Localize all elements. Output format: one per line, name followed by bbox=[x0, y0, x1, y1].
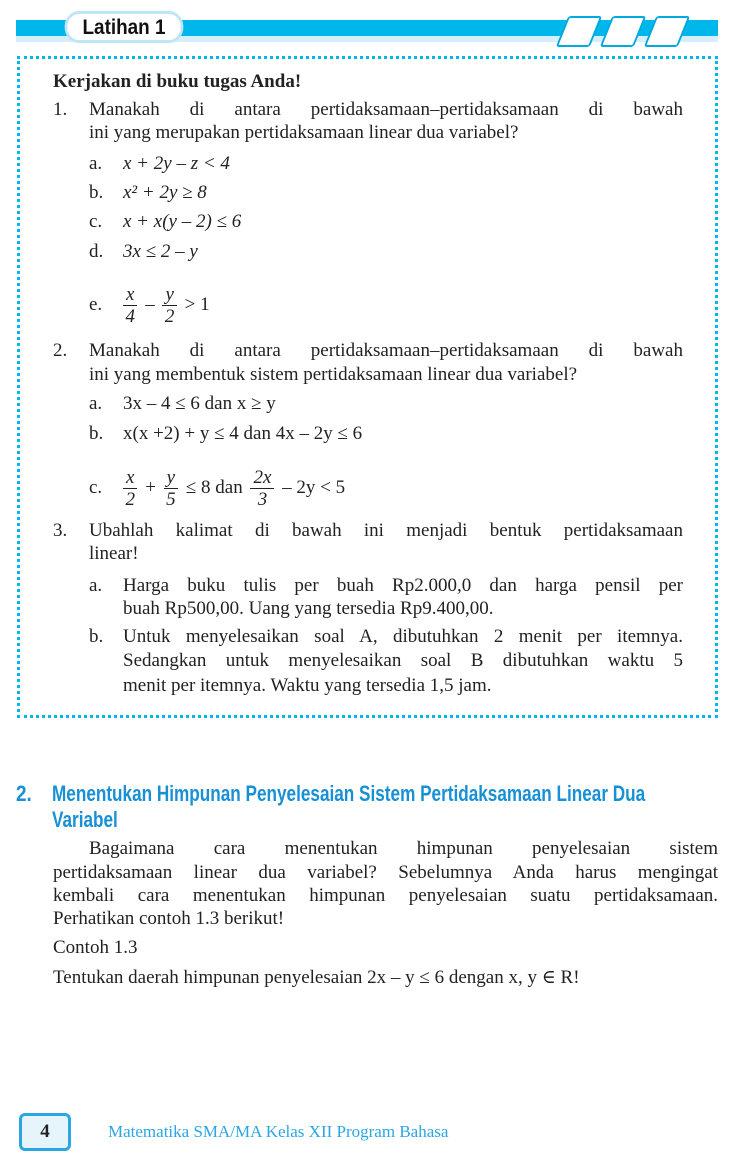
denominator: 2 bbox=[125, 489, 135, 511]
denominator: 5 bbox=[166, 489, 176, 511]
expression-rest: – 2y < 5 bbox=[282, 477, 346, 498]
fraction bbox=[162, 284, 176, 327]
question-text: ini yang membentuk sistem pertidaksamaan linear dua variabel? bbox=[89, 364, 578, 385]
option-text: Sedangkan untuk menyelesaikan soal B dibutuhkan waktu 5 bbox=[123, 650, 683, 671]
body-text: Perhatikan contoh 1.3 berikut! bbox=[53, 908, 285, 929]
denominator: 2 bbox=[164, 306, 175, 328]
example-text: Tentukan daerah himpunan penyelesaian 2x – y ≤ 6 dengan x, y ∈ R! bbox=[53, 967, 580, 988]
section-title: Variabel bbox=[52, 807, 118, 832]
example-label: Contoh 1.3 bbox=[53, 937, 138, 958]
option-label: b. bbox=[89, 626, 104, 647]
option-label: a. bbox=[89, 393, 103, 414]
option-label: e. bbox=[89, 294, 103, 315]
question-number: 1. bbox=[53, 99, 68, 120]
option-expression: 3x – 4 ≤ 6 dan x ≥ y bbox=[123, 393, 276, 414]
question-number: 2. bbox=[53, 340, 68, 361]
option-label: c. bbox=[89, 211, 103, 232]
question-number: 3. bbox=[53, 520, 68, 541]
option-expression: 3x ≤ 2 – y bbox=[123, 241, 198, 262]
numerator: x bbox=[123, 467, 137, 489]
operator: – bbox=[145, 294, 155, 315]
option-label: a. bbox=[89, 575, 103, 596]
fraction bbox=[250, 467, 274, 510]
fraction bbox=[123, 284, 137, 327]
option-expression-fraction bbox=[120, 283, 210, 327]
body-text: pertidaksamaan linear dua variabel? Sebelumnya Anda harus mengingat bbox=[53, 862, 718, 883]
question-text: ini yang merupakan pertidaksamaan linear dua variabel? bbox=[89, 122, 519, 143]
expression-middle: ≤ 8 dan bbox=[185, 477, 243, 498]
fraction bbox=[164, 467, 178, 510]
numerator: x bbox=[123, 284, 137, 306]
fraction bbox=[123, 467, 137, 510]
section-number: 2. bbox=[16, 781, 32, 806]
option-label: a. bbox=[89, 153, 103, 174]
numerator: y bbox=[162, 284, 176, 306]
option-expression: x + x(y – 2) ≤ 6 bbox=[123, 211, 242, 232]
book-title: Matematika SMA/MA Kelas XII Program Bahasa bbox=[108, 1122, 449, 1141]
question-text: Ubahlah kalimat di bawah ini menjadi bentuk pertidaksamaan bbox=[89, 520, 683, 541]
body-text: kembali cara menentukan himpunan penyelesaian suatu pertidaksamaan. bbox=[53, 885, 718, 906]
numerator: 2x bbox=[250, 467, 274, 489]
numerator: y bbox=[164, 467, 178, 489]
question-text: Manakah di antara pertidaksamaan–pertidaksamaan di bawah bbox=[89, 99, 683, 120]
option-expression: x(x +2) + y ≤ 4 dan 4x – 2y ≤ 6 bbox=[123, 423, 363, 444]
denominator: 3 bbox=[257, 489, 268, 511]
option-expression: x + 2y – z < 4 bbox=[123, 153, 230, 174]
denominator: 4 bbox=[125, 306, 135, 328]
operator: + bbox=[145, 477, 156, 498]
question-text: Manakah di antara pertidaksamaan–pertidaksamaan di bawah bbox=[89, 340, 683, 361]
option-label: b. bbox=[89, 182, 104, 203]
expression-rest: > 1 bbox=[184, 294, 210, 315]
option-expression-fraction bbox=[120, 466, 345, 510]
option-label: b. bbox=[89, 423, 104, 444]
option-label: c. bbox=[89, 477, 103, 498]
option-expression: x² + 2y ≥ 8 bbox=[123, 182, 207, 203]
option-text: menit per itemnya. Waktu yang tersedia 1,5 jam. bbox=[123, 675, 492, 696]
page-number: 4 bbox=[19, 1113, 71, 1151]
section-title: Menentukan Himpunan Penyelesaian Sistem Pertidaksamaan Linear Dua bbox=[52, 781, 646, 806]
exercise-title: Latihan 1 bbox=[65, 11, 184, 43]
body-text: Bagaimana cara menentukan himpunan penyelesaian sistem bbox=[89, 838, 718, 859]
option-label: d. bbox=[89, 241, 104, 262]
question-text: linear! bbox=[89, 543, 139, 564]
option-text: Harga buku tulis per buah Rp2.000,0 dan harga pensil per bbox=[123, 575, 683, 596]
instruction: Kerjakan di buku tugas Anda! bbox=[53, 71, 302, 92]
option-text: buah Rp500,00. Uang yang tersedia Rp9.400,00. bbox=[123, 598, 494, 619]
option-text: Untuk menyelesaikan soal A, dibutuhkan 2 menit per itemnya. bbox=[123, 626, 683, 647]
